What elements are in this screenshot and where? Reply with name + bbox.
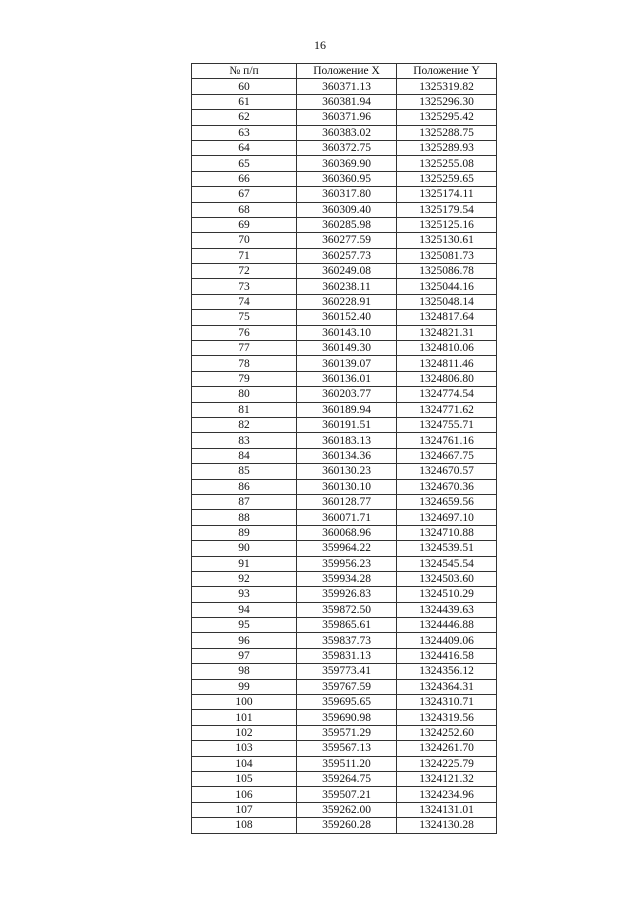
table-row: [192, 525, 497, 540]
cell-index: 74: [192, 294, 297, 309]
coordinates-table: [191, 63, 497, 834]
header-row: [192, 64, 497, 79]
cell-position-y: 1324356.12: [397, 664, 497, 679]
cell-index: 64: [192, 140, 297, 155]
cell-index: 60: [192, 79, 297, 94]
cell-index: 73: [192, 279, 297, 294]
table-row: [192, 725, 497, 740]
cell-index: 70: [192, 233, 297, 248]
cell-index: 106: [192, 787, 297, 802]
cell-position-y: 1324755.71: [397, 417, 497, 432]
cell-position-y: 1324416.58: [397, 648, 497, 663]
table-row: [192, 387, 497, 402]
cell-position-y: 1325086.78: [397, 264, 497, 279]
cell-position-x: 360139.07: [297, 356, 397, 371]
cell-index: 82: [192, 417, 297, 432]
cell-position-y: 1324670.57: [397, 464, 497, 479]
cell-position-x: 360191.51: [297, 417, 397, 432]
cell-position-y: 1324667.75: [397, 448, 497, 463]
cell-position-x: 359567.13: [297, 741, 397, 756]
cell-index: 92: [192, 571, 297, 586]
table-row: [192, 371, 497, 386]
cell-position-y: 1325044.16: [397, 279, 497, 294]
table-row: [192, 417, 497, 432]
cell-index: 84: [192, 448, 297, 463]
cell-position-y: 1324503.60: [397, 571, 497, 586]
cell-index: 101: [192, 710, 297, 725]
cell-position-x: 360152.40: [297, 310, 397, 325]
cell-position-x: 359956.23: [297, 556, 397, 571]
table-row: [192, 771, 497, 786]
cell-position-y: 1324806.80: [397, 371, 497, 386]
cell-position-y: 1324131.01: [397, 802, 497, 817]
cell-position-x: 360238.11: [297, 279, 397, 294]
cell-position-y: 1324319.56: [397, 710, 497, 725]
cell-index: 97: [192, 648, 297, 663]
cell-position-x: 360136.01: [297, 371, 397, 386]
cell-position-x: 360371.13: [297, 79, 397, 94]
cell-position-x: 360128.77: [297, 494, 397, 509]
cell-position-x: 359507.21: [297, 787, 397, 802]
cell-position-y: 1325081.73: [397, 248, 497, 263]
cell-position-x: 360257.73: [297, 248, 397, 263]
cell-position-y: 1325255.08: [397, 156, 497, 171]
cell-position-x: 359964.22: [297, 541, 397, 556]
cell-position-x: 359767.59: [297, 679, 397, 694]
cell-position-x: 360249.08: [297, 264, 397, 279]
cell-index: 88: [192, 510, 297, 525]
table-row: [192, 279, 497, 294]
cell-position-x: 360228.91: [297, 294, 397, 309]
cell-position-y: 1324252.60: [397, 725, 497, 740]
table-row: [192, 556, 497, 571]
cell-position-x: 359872.50: [297, 602, 397, 617]
cell-index: 77: [192, 341, 297, 356]
table-row: [192, 310, 497, 325]
table-row: [192, 695, 497, 710]
cell-index: 100: [192, 695, 297, 710]
cell-position-y: 1324670.36: [397, 479, 497, 494]
cell-position-x: 360277.59: [297, 233, 397, 248]
cell-index: 86: [192, 479, 297, 494]
cell-position-y: 1324710.88: [397, 525, 497, 540]
cell-position-x: 359773.41: [297, 664, 397, 679]
page-number: 16: [314, 38, 326, 52]
table-row: [192, 679, 497, 694]
table-row: [192, 541, 497, 556]
cell-position-y: 1324697.10: [397, 510, 497, 525]
table-row: [192, 756, 497, 771]
table-row: [192, 664, 497, 679]
cell-index: 76: [192, 325, 297, 340]
cell-position-x: 360071.71: [297, 510, 397, 525]
cell-position-x: 359571.29: [297, 725, 397, 740]
table-row: [192, 433, 497, 448]
cell-position-y: 1324811.46: [397, 356, 497, 371]
cell-position-y: 1324774.54: [397, 387, 497, 402]
table-header: [192, 64, 497, 79]
table-row: [192, 187, 497, 202]
cell-index: 63: [192, 125, 297, 140]
table-row: [192, 233, 497, 248]
table-row: [192, 710, 497, 725]
cell-position-y: 1325319.82: [397, 79, 497, 94]
table-row: [192, 94, 497, 109]
cell-index: 94: [192, 602, 297, 617]
cell-position-y: 1324409.06: [397, 633, 497, 648]
cell-index: 89: [192, 525, 297, 540]
cell-index: 62: [192, 110, 297, 125]
table-row: [192, 618, 497, 633]
cell-position-y: 1324261.70: [397, 741, 497, 756]
table-row: [192, 110, 497, 125]
cell-index: 71: [192, 248, 297, 263]
cell-position-y: 1324539.51: [397, 541, 497, 556]
cell-position-y: 1324761.16: [397, 433, 497, 448]
cell-position-x: 360381.94: [297, 94, 397, 109]
cell-index: 90: [192, 541, 297, 556]
cell-position-x: 360383.02: [297, 125, 397, 140]
table-row: [192, 448, 497, 463]
cell-index: 80: [192, 387, 297, 402]
table-row: [192, 479, 497, 494]
cell-position-x: 359934.28: [297, 571, 397, 586]
cell-position-y: 1324364.31: [397, 679, 497, 694]
table-row: [192, 648, 497, 663]
cell-position-x: 359511.20: [297, 756, 397, 771]
cell-index: 69: [192, 217, 297, 232]
cell-position-y: 1324659.56: [397, 494, 497, 509]
cell-position-x: 360203.77: [297, 387, 397, 402]
cell-index: 87: [192, 494, 297, 509]
table-row: [192, 202, 497, 217]
cell-position-x: 360130.10: [297, 479, 397, 494]
cell-position-x: 359262.00: [297, 802, 397, 817]
table-row: [192, 171, 497, 186]
cell-position-x: 359865.61: [297, 618, 397, 633]
cell-position-y: 1324821.31: [397, 325, 497, 340]
cell-position-y: 1324234.96: [397, 787, 497, 802]
cell-index: 108: [192, 818, 297, 833]
table-row: [192, 248, 497, 263]
cell-index: 61: [192, 94, 297, 109]
cell-position-y: 1325288.75: [397, 125, 497, 140]
table-row: [192, 818, 497, 833]
cell-index: 103: [192, 741, 297, 756]
cell-index: 78: [192, 356, 297, 371]
cell-position-x: 360360.95: [297, 171, 397, 186]
cell-position-y: 1324225.79: [397, 756, 497, 771]
cell-position-x: 359690.98: [297, 710, 397, 725]
table-row: [192, 494, 497, 509]
table-row: [192, 140, 497, 155]
cell-position-x: 360317.80: [297, 187, 397, 202]
cell-index: 91: [192, 556, 297, 571]
cell-position-x: 360183.13: [297, 433, 397, 448]
table-row: [192, 402, 497, 417]
cell-index: 102: [192, 725, 297, 740]
cell-index: 107: [192, 802, 297, 817]
table-row: [192, 602, 497, 617]
cell-position-y: 1325295.42: [397, 110, 497, 125]
cell-position-x: 359695.65: [297, 695, 397, 710]
table-row: [192, 217, 497, 232]
cell-index: 95: [192, 618, 297, 633]
cell-position-y: 1324545.54: [397, 556, 497, 571]
cell-position-x: 360068.96: [297, 525, 397, 540]
cell-position-y: 1324817.64: [397, 310, 497, 325]
table-row: [192, 633, 497, 648]
table-row: [192, 294, 497, 309]
table-row: [192, 802, 497, 817]
table-row: [192, 741, 497, 756]
cell-position-y: 1324510.29: [397, 587, 497, 602]
cell-position-y: 1325174.11: [397, 187, 497, 202]
table-row: [192, 264, 497, 279]
cell-index: 83: [192, 433, 297, 448]
table-row: [192, 79, 497, 94]
cell-position-x: 359831.13: [297, 648, 397, 663]
cell-position-x: 360134.36: [297, 448, 397, 463]
cell-index: 66: [192, 171, 297, 186]
cell-index: 96: [192, 633, 297, 648]
table-row: [192, 356, 497, 371]
cell-index: 75: [192, 310, 297, 325]
cell-position-x: 360143.10: [297, 325, 397, 340]
cell-position-x: 359260.28: [297, 818, 397, 833]
table-row: [192, 325, 497, 340]
cell-position-y: 1325125.16: [397, 217, 497, 232]
cell-index: 67: [192, 187, 297, 202]
cell-position-x: 359837.73: [297, 633, 397, 648]
cell-position-x: 359926.83: [297, 587, 397, 602]
cell-index: 68: [192, 202, 297, 217]
table-row: [192, 464, 497, 479]
cell-index: 105: [192, 771, 297, 786]
cell-position-x: 360309.40: [297, 202, 397, 217]
cell-position-x: 360369.90: [297, 156, 397, 171]
cell-index: 93: [192, 587, 297, 602]
cell-position-y: 1324121.32: [397, 771, 497, 786]
cell-position-y: 1324439.63: [397, 602, 497, 617]
header-position-y: Положение Y: [397, 64, 497, 79]
table-row: [192, 125, 497, 140]
cell-position-y: 1325259.65: [397, 171, 497, 186]
cell-index: 98: [192, 664, 297, 679]
cell-index: 72: [192, 264, 297, 279]
cell-position-x: 360371.96: [297, 110, 397, 125]
cell-position-y: 1325048.14: [397, 294, 497, 309]
cell-position-x: 360149.30: [297, 341, 397, 356]
table-row: [192, 587, 497, 602]
cell-position-y: 1324810.06: [397, 341, 497, 356]
header-index: № п/п: [192, 64, 297, 79]
table-row: [192, 787, 497, 802]
cell-position-x: 360285.98: [297, 217, 397, 232]
cell-index: 99: [192, 679, 297, 694]
cell-position-y: 1325289.93: [397, 140, 497, 155]
cell-position-y: 1324771.62: [397, 402, 497, 417]
cell-position-x: 360189.94: [297, 402, 397, 417]
header-position-x: Положение X: [297, 64, 397, 79]
cell-position-y: 1324130.28: [397, 818, 497, 833]
table-body: [192, 79, 497, 833]
cell-index: 79: [192, 371, 297, 386]
table-row: [192, 571, 497, 586]
cell-position-y: 1325179.54: [397, 202, 497, 217]
cell-position-y: 1324310.71: [397, 695, 497, 710]
cell-index: 104: [192, 756, 297, 771]
cell-position-x: 360372.75: [297, 140, 397, 155]
cell-position-y: 1325130.61: [397, 233, 497, 248]
table-row: [192, 510, 497, 525]
table-row: [192, 341, 497, 356]
cell-position-y: 1324446.88: [397, 618, 497, 633]
cell-position-x: 360130.23: [297, 464, 397, 479]
cell-index: 85: [192, 464, 297, 479]
cell-index: 81: [192, 402, 297, 417]
table-row: [192, 156, 497, 171]
cell-position-y: 1325296.30: [397, 94, 497, 109]
cell-index: 65: [192, 156, 297, 171]
cell-position-x: 359264.75: [297, 771, 397, 786]
